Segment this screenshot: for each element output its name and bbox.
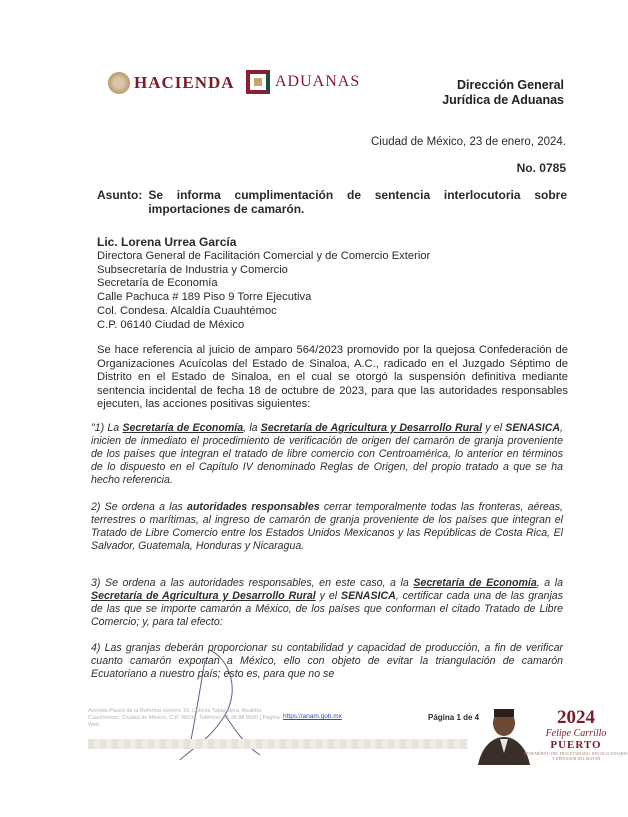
aduanas-logo-text: ADUANAS <box>275 73 361 90</box>
addressee-block <box>97 236 430 333</box>
quoted-item-4: 4) Las granjas deberán proporcionar su contabilidad y capacidad de producción, a fin de verificar cuanto camarón exportan a México, ello con objeto de evitar la triangulación de camarón Ecuatoriano a nuestro país; esto es, para que no se <box>91 642 563 680</box>
anniversary-brand <box>524 708 628 761</box>
brand-name: Felipe Carrillo <box>545 728 607 739</box>
footer-link[interactable]: https://anam.gob.mx <box>283 713 342 720</box>
document-date: Ciudad de México, 23 de enero, 2024. <box>371 136 566 148</box>
quoted-item-1: "1) La Secretaría de Economía, la Secretaría de Agricultura y Desarrollo Rural y el SENASICA, inicien de inmediato el procedimiento de verificación de origen del camarón de granja proveniente de los países que integran el tratado de libre comercio con Centroamérica, lo anterior en términos de lo dispuesto en el Capítulo IV denominado Reglas de Origen, del propio tratado a que se ha hecho referencia. <box>91 422 563 486</box>
addressee-line: Col. Condesa. Alcaldía Cuauhtémoc <box>97 304 277 317</box>
aduanas-logo <box>246 70 360 94</box>
addressee-line: Directora General de Facilitación Comercial y de Comercio Exterior <box>97 249 431 262</box>
addressee-name: Lic. Lorena Urrea García <box>97 235 237 249</box>
footer-address: Avenida Paseo de la Reforma número 10, Colonia Tabacalera, Alcaldía Cuauhtémoc, Ciudad de México, C.P. 06030, Teléfono: 55 38 88 8000 | Página Web: <box>88 708 280 728</box>
subject-label: Asunto: <box>97 188 143 202</box>
portrait-image <box>474 703 530 765</box>
subject <box>97 188 567 216</box>
quoted-item-3: 3) Se ordena a las autoridades responsables, en este caso, a la Secretaría de Economía, a la Secretaría de Agricultura y Desarrollo Rural y el SENASICA, certificar cada una de las granjas de las que se importe camarón a México, de los países que conforman el citado Tratado de Libre Comercio; y, para tal efecto: <box>91 577 564 628</box>
dependency-line-2: Jurídica de Aduanas <box>442 93 564 107</box>
addressee-line: Secretaría de Economía <box>97 277 218 290</box>
footer-ornament-band <box>88 739 468 749</box>
addressee-line: Subsecretaría de Industria y Comercio <box>97 263 288 276</box>
brand-year: 2024 <box>557 707 595 728</box>
national-seal-icon <box>108 72 130 94</box>
addressee-line: Calle Pachuca # 189 Piso 9 Torre Ejecutiva <box>97 291 312 304</box>
addressee-line: C.P. 06140 Ciudad de México <box>97 318 245 331</box>
brand-place: PUERTO <box>550 739 602 751</box>
subject-text: Se informa cumplimentación de sentencia interlocutoria sobre importaciones de camarón. <box>148 188 567 216</box>
quoted-item-2: 2) Se ordena a las autoridades responsables cerrar temporalmente todas las fronteras, aéreas, terrestres o marítimas, al ingreso de camarón de granja proveniente de los países que integran el Tratado de Libre Comercio entre los Estados Unidos Mexicanos y las Repúblicas de Costa Rica, El Salvador, Guatemala, Honduras y Nicaragua. <box>91 501 563 552</box>
document-number: No. 0785 <box>516 161 566 175</box>
aduanas-mark-icon <box>246 70 270 94</box>
hacienda-logo <box>108 72 235 94</box>
dependency-line-1: Dirección General <box>457 78 564 92</box>
dependency-heading <box>442 78 564 108</box>
brand-tagline: BENEMÉRITO DEL PROLETARIADO, REVOLUCIONARIO Y DEFENSOR DEL MAYAB <box>524 751 628 761</box>
intro-paragraph: Se hace referencia al juicio de amparo 564/2023 promovido por la quejosa Confederación de Organizaciones Acuícolas del Estado de Sinaloa, A.C., radicado en el Juzgado Séptimo de Distrito en el Estado de Sinaloa, en el cual se otorgó la suspensión definitiva mediante sentencia incidental de fecha 18 de octubre de 2023, para que las autoridades responsables ejecuten, las acciones positivas siguientes: <box>97 344 568 410</box>
hacienda-logo-text: HACIENDA <box>134 73 235 92</box>
page-indicator: Página 1 de 4 <box>428 713 480 722</box>
